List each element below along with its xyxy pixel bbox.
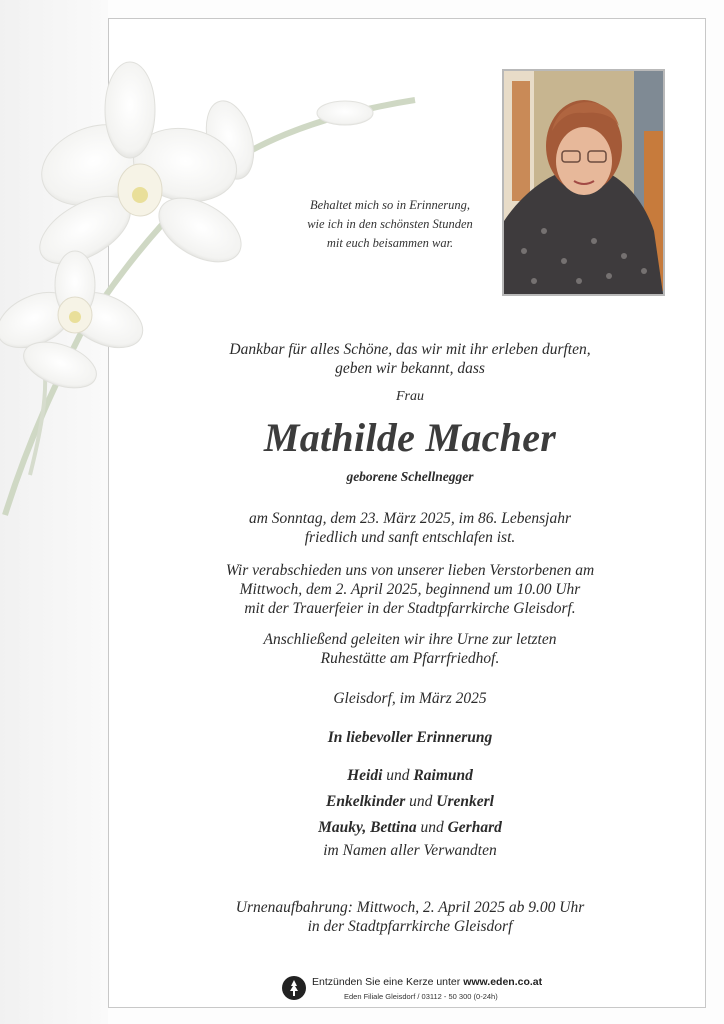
eden-logo-icon [282,976,306,1000]
branch-line: Eden Filiale Gleisdorf / 03112 - 50 300 [344,992,472,1001]
intro-text [180,340,640,378]
farewell-line-1: Wir verabschieden uns von unserer lieben Verstorbenen am [225,562,595,579]
farewell-line-3: mit der Trauerfeier in der Stadtpfarrkirche Gleisdorf. [244,600,576,617]
portrait-photo [502,69,665,296]
family-row-2 [180,789,640,815]
candle-note [312,976,542,988]
family-row-3 [180,815,640,841]
deceased-name: Mathilde Macher [263,415,557,460]
place-date: Gleisdorf, im März 2025 [333,690,487,707]
branch-hours: (0-24h) [473,992,498,1001]
all-relatives: im Namen aller Verwandten [323,842,497,859]
birth-name: geborene Schellnegger [346,469,474,484]
motto-quote [290,196,490,253]
motto-line-3: mit euch beisammen war. [326,236,454,250]
family-separator: und [405,793,437,810]
intro-line-2: geben wir bekannt, dass [335,360,485,377]
burial-line-2: Ruhestätte am Pfarrfriedhof. [320,650,500,667]
urn-line-1: Urnenaufbahrung: Mittwoch, 2. April 2025 ab 9.00 Uhr [235,899,585,916]
death-notice-line-2: friedlich und sanft entschlafen ist. [304,529,516,546]
family-separator: und [382,767,414,784]
family-name: Raimund [413,767,473,784]
burial-line-1: Anschließend geleiten wir ihre Urne zur letzten [263,631,557,648]
salutation: Frau [396,389,424,404]
death-notice [180,509,640,547]
family-name: Heidi [347,767,383,784]
footer [282,974,582,1006]
motto-line-1: Behaltet mich so in Erinnerung, [309,198,471,212]
farewell-text [180,561,640,618]
urn-line-2: in der Stadtpfarrkirche Gleisdorf [307,918,513,935]
death-notice-line-1: am Sonntag, dem 23. März 2025, im 86. Lebensjahr [248,510,572,527]
farewell-line-2: Mittwoch, dem 2. April 2025, beginnend um 10.00 Uhr [239,581,581,598]
branch-info [344,992,498,1001]
family-name: Mauky, Bettina [318,819,417,836]
family-separator: und [416,819,448,836]
motto-line-2: wie ich in den schönsten Stunden [307,217,473,231]
memory-heading: In liebevoller Erinnerung [327,729,493,746]
burial-text [180,630,640,668]
urn-viewing [180,898,640,936]
family-row-1 [180,763,640,789]
intro-line-1: Dankbar für alles Schöne, das wir mit ihr erleben durften, [229,341,591,358]
family-list [180,763,640,841]
family-name: Urenkerl [436,793,494,810]
family-name: Enkelkinder [326,793,406,810]
candle-prefix: Entzünden Sie eine Kerze unter [312,976,464,988]
family-name: Gerhard [447,819,502,836]
candle-link[interactable]: www.eden.co.at [463,976,543,988]
